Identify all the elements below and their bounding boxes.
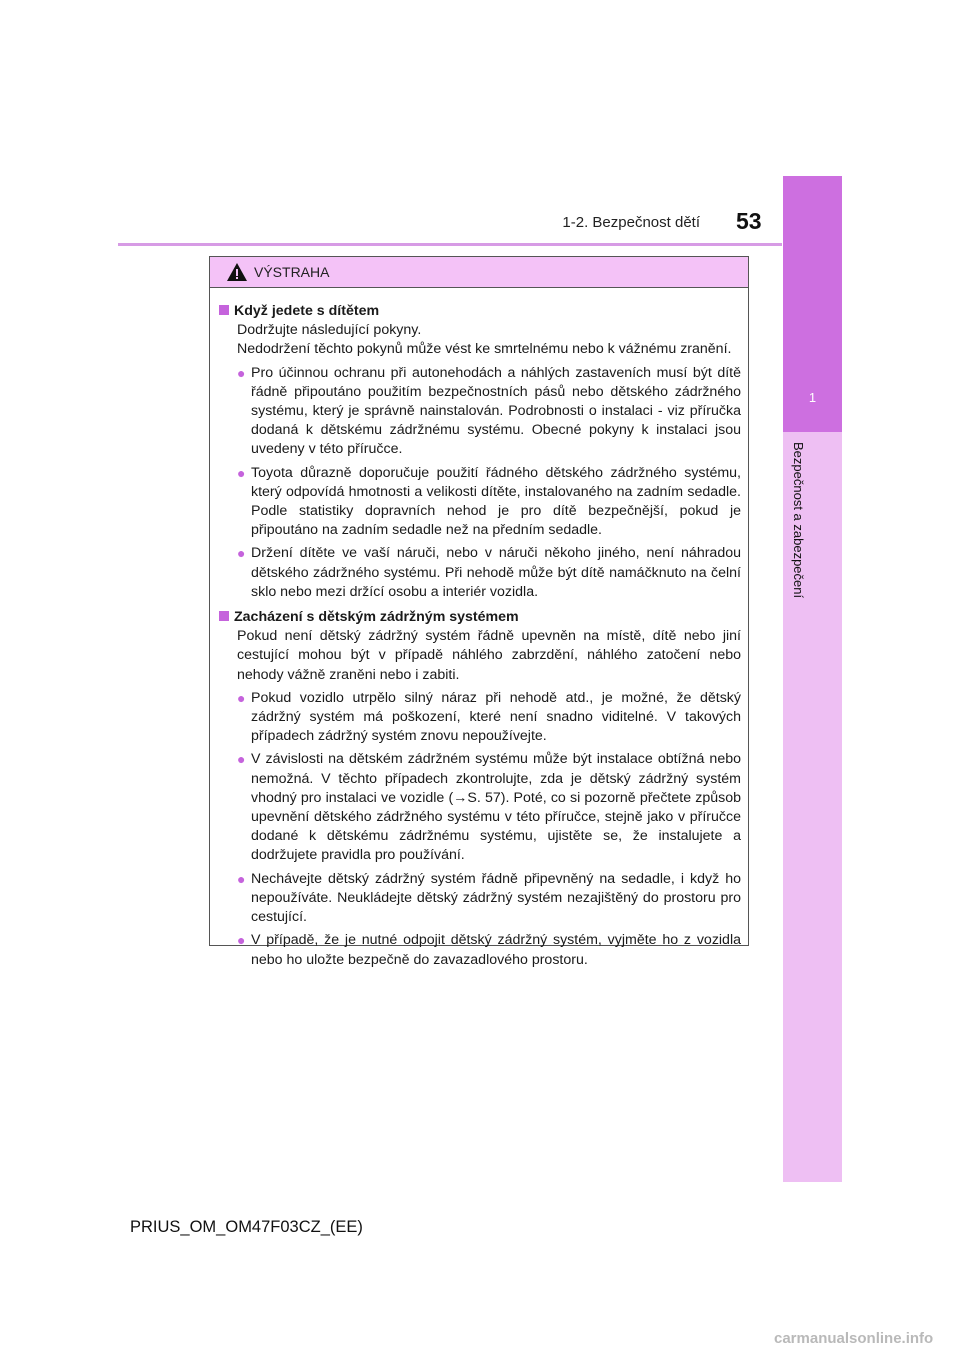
- chapter-number: 1: [808, 390, 817, 405]
- list-item-text: Držení dítěte ve vaší náruči, nebo v náruči někoho jiného, není náhradou dětského zádržného systému. Při nehodě může být dítě namáčknuto na čelní sklo nebo mezi držící osobu a interiér vozidla.: [251, 545, 741, 600]
- section-intro: Dodržujte následující pokyny. Nedodržení těchto pokynů může vést ke smrtelnému nebo k vážnému zranění.: [237, 322, 732, 358]
- chapter-label: Bezpečnost a zabezpečení: [791, 442, 806, 599]
- section-heading-text: Zacházení s dětským zádržným systémem: [234, 609, 519, 626]
- bullet-icon: ●: [237, 751, 246, 768]
- list-item-text: V závislosti na dětském zádržném systému může být instalace obtížná nebo nemožná. V těchto případech zkontrolujte, zda je dětský zádržný systém vhodný pro instalaci ve vozidle (→S. 57). Poté, co si pozorně přečtete způsob upevnění dětského zádržného systému v této příručce, stejně jako v příručce dodané k dětskému zádržnému systému, ujistěte se, že instalujete a dodržujete pravidla pro používání.: [251, 751, 741, 864]
- bullet-icon: ●: [237, 870, 246, 887]
- page-number: 53: [736, 208, 762, 234]
- list-item: [237, 931, 741, 969]
- chapter-number-block: [783, 176, 842, 432]
- bullet-icon: ●: [237, 689, 246, 706]
- bullet-icon: ●: [237, 364, 246, 381]
- warning-title: VÝSTRAHA: [254, 264, 330, 280]
- list-item: [237, 364, 741, 460]
- list-item: [237, 544, 741, 602]
- list-item: [237, 464, 741, 541]
- list-item-text: Pro účinnou ochranu při autonehodách a náhlých zastaveních musí být dítě řádně připoutáno použitím bezpečnostních pásů nebo dětského zádržného systému, který je správně nainstalován. Podrobnosti o instalaci - viz příručka dodaná k dětskému zádržnému systému. Obecné pokyny k instalaci jsou uvedeny v této příručce.: [251, 364, 741, 458]
- section-title: 1-2. Bezpečnost dětí: [562, 214, 700, 231]
- warning-body: [210, 288, 748, 970]
- list-item-text: Toyota důrazně doporučuje použití řádného dětského zádržného systému, který odpovídá hmotnosti a velikosti dítěte, instalovaného na zadním sedadle. Podle statistiky dopravních nehod je pro dítě bezpečnější, pokud je připoutáno na zadním sedadle než na předním sedadle.: [251, 464, 741, 539]
- list-item-text: V případě, že je nutné odpojit dětský zádržný systém, vyjměte ho z vozidla nebo ho uložte bezpečně do zavazadlového prostoru.: [251, 932, 741, 968]
- section-square-icon: [219, 611, 229, 621]
- bullet-icon: ●: [237, 464, 246, 481]
- warning-header: [210, 257, 748, 288]
- warning-triangle-icon: [226, 262, 248, 282]
- section-heading-text: Když jedete s dítětem: [234, 303, 380, 319]
- list-item: [237, 689, 741, 747]
- document-code: PRIUS_OM_OM47F03CZ_(EE): [130, 1218, 363, 1236]
- section-heading: [219, 302, 741, 321]
- section-heading: [219, 608, 741, 627]
- watermark[interactable]: carmanualsonline.info: [774, 1330, 934, 1347]
- bullet-icon: ●: [237, 545, 246, 562]
- bullet-icon: ●: [237, 932, 246, 949]
- list-item-text: Pokud vozidlo utrpělo silný náraz při nehodě atd., je možné, že dětský zádržný systém má poškození, které není snadno viditelné. V takových případech zádržný systém znovu nepoužívejte.: [251, 689, 741, 745]
- list-item-text: Nechávejte dětský zádržný systém řádně připevněný na sedadle, i když ho nepoužíváte. Neukládejte dětský zádržný systém nezajištěný do prostoru pro cestující.: [251, 870, 741, 926]
- warning-box: [209, 256, 749, 968]
- header-divider: [118, 243, 782, 246]
- chapter-label-container: [788, 442, 810, 642]
- section-intro: Pokud není dětský zádržný systém řádně upevněn na místě, dítě nebo jiní cestující mohou být v případě náhlého zabrzdění, náhlého zatočení nebo nehody vážně zraněni nebo i zabiti.: [237, 628, 741, 683]
- list-item: [237, 750, 741, 865]
- list-item: [237, 870, 741, 928]
- section-square-icon: [219, 305, 229, 315]
